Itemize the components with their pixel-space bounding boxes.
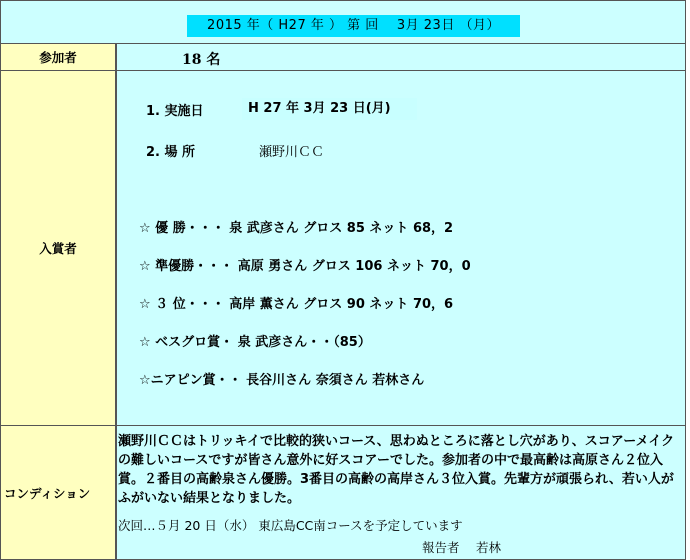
condition-cell [116, 426, 686, 560]
result-third: ☆ ３ 位・・・ 高岸 薫さん グロス 90 ネット 70，6 [139, 297, 454, 312]
venue-label: 2. 場 所 [146, 145, 196, 160]
result-best-gross: ☆ ベスグロ賞・ 泉 武彦さん・・（85） [139, 335, 371, 350]
participants-count: 18 名 [182, 52, 221, 68]
participants-cell [116, 44, 686, 71]
date-label: 1. 実施日 [146, 104, 204, 119]
venue-value: 瀬野川ＣＣ [259, 145, 325, 160]
participants-label: 参加者 [0, 44, 116, 71]
winners-cell [116, 71, 686, 426]
page-title: 2015 年（ H27 年 ） 第 回 3月 23日 （月） [187, 15, 520, 37]
next-round-note: 次回…５月 20 日（水） 東広島CC南コースを予定しています [118, 518, 463, 533]
title-row [0, 0, 686, 44]
reporter: 報告者 若林 [422, 540, 501, 555]
date-value: H 27 年 3月 23 日(月) [242, 98, 417, 120]
condition-label: コンディション [0, 426, 116, 560]
result-runner-up: ☆ 準優勝・・・ 高原 勇さん グロス 106 ネット 70，0 [139, 259, 471, 274]
condition-text: 瀬野川ＣＣはトリッキイで比較的狭いコース、思わぬところに落とし穴があり、スコアーメイクの難しいコースですが皆さん意外に好スコアーでした。参加者の中で最高齢は高原さん２位入賞。２番目の高齢泉さん優勝。3番目の高齢の高岸さん３位入賞。先輩方が頑張られ、若い人がふがいない結果となりました。 [118, 434, 675, 506]
winners-label: 入賞者 [0, 71, 116, 426]
result-champion: ☆ 優 勝・・・ 泉 武彦さん グロス 85 ネット 68，2 [139, 221, 454, 236]
result-nearpin: ☆ニアピン賞・・ 長谷川さん 奈須さん 若林さん [139, 373, 425, 388]
